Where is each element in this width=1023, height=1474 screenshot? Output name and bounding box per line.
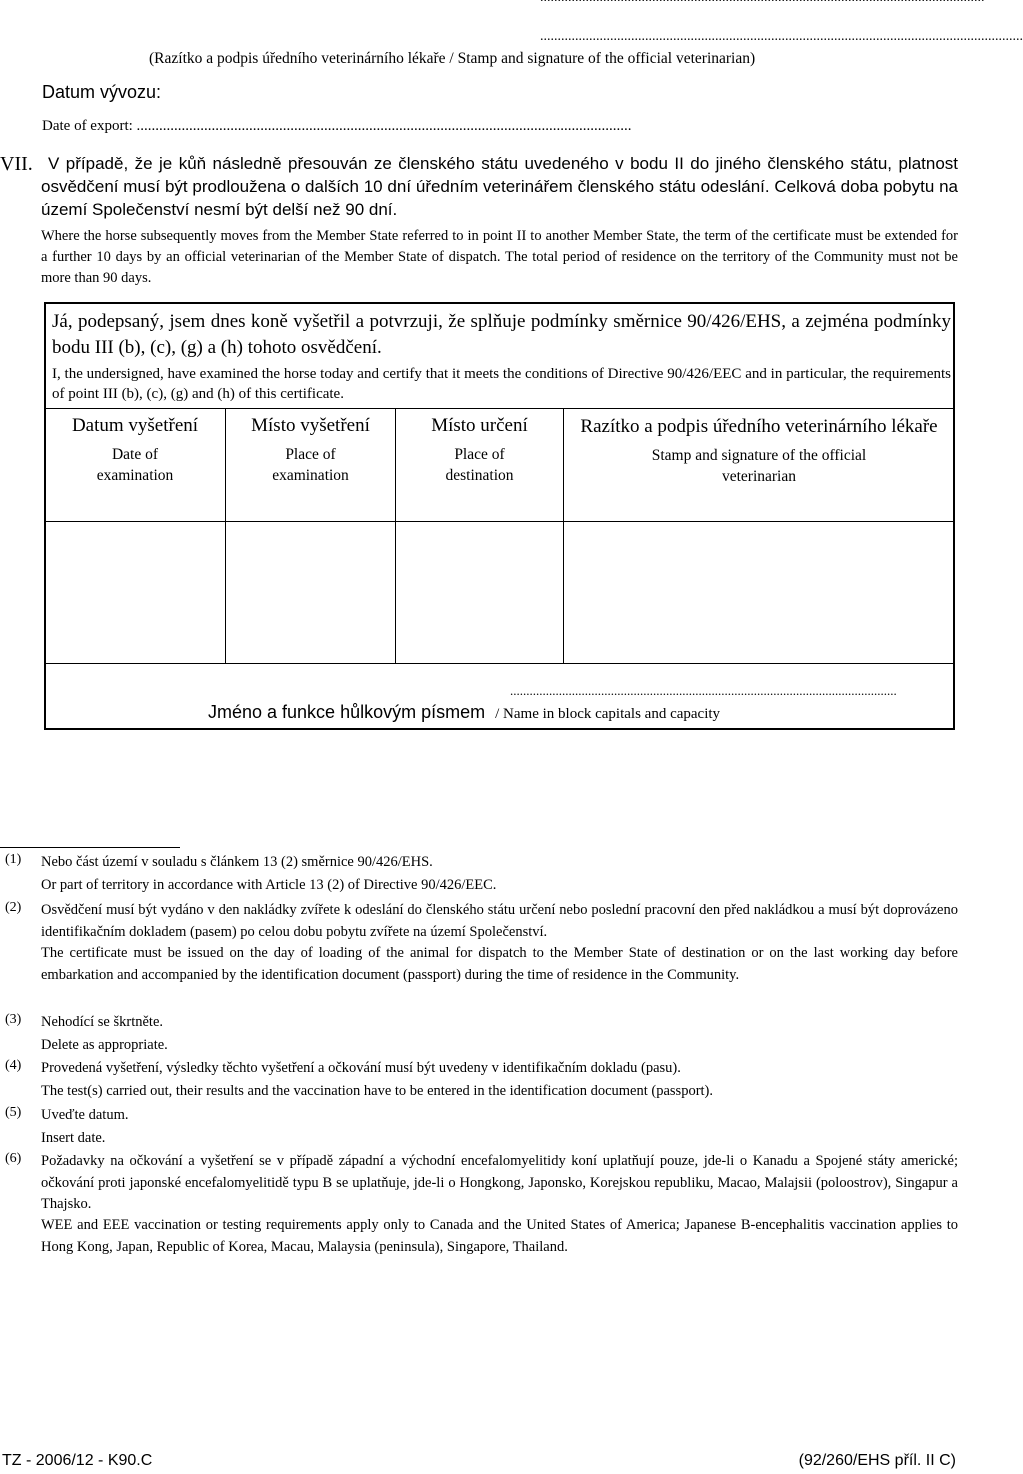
date-export-en: Date of export: .................................................................................................................................... bbox=[42, 118, 632, 134]
signature-dots: ....................................................................................................................... bbox=[510, 683, 897, 698]
column-en-label: Date of examination bbox=[96, 446, 174, 484]
footnote-4-cz: Provedená vyšetření, výsledky těchto vyšetření a očkování musí být uvedeny v identifikačním dokladu (pasu). bbox=[41, 1060, 681, 1076]
section-7-cz: V případě, že je kůň následně přesouván ze členského státu uvedeného v bodu II do jiného členského státu, platnost osvědčení musí být prodloužena o dalších 10 dní úředním veterinářem členského státu odeslání. Celková doba pobytu na území Společenství nesmí být delší než 90 dní. bbox=[41, 154, 958, 219]
footnote-number: (4) bbox=[5, 1058, 22, 1073]
column-place-of-destination bbox=[396, 414, 563, 486]
column-cz-label: Razítko a podpis úředního veterinárního lékaře bbox=[580, 416, 938, 437]
footnote-separator bbox=[0, 847, 180, 848]
name-en-label: / Name in block capitals and capacity bbox=[495, 706, 721, 722]
footnote-1-en: Or part of territory in accordance with Article 13 (2) of Directive 90/426/EEC. bbox=[41, 877, 497, 893]
section-7-en: Where the horse subsequently moves from the Member State referred to in point II to another Member State, the term of the certificate must be extended for a further 10 days by an official veterinarian of the Member State of dispatch. The total period of residence on the territory of the Community must not be more than 90 days. bbox=[41, 228, 958, 286]
footnote-3-en: Delete as appropriate. bbox=[41, 1037, 168, 1053]
table-header-line bbox=[45, 521, 954, 522]
footnote-2-cz: Osvědčení musí být vydáno v den nakládky zvířete k odeslání do členského státu určení nebo poslední pracovní den před nakládkou a musí být doprovázeno identifikačním dokladem (pasem) po celou dobu pobytu zvířete na území Společenství. bbox=[41, 902, 958, 940]
footer-right: (92/260/EHS příl. II C) bbox=[798, 1452, 956, 1469]
footnote-6-cz: Požadavky na očkování a vyšetření se v případě západní a východní encefalomyelitidy koní uplatňují pouze, jde-li o Kanadu a Spojené státy americké; očkování proti japonské encefalomyelitidě typu B se uplatňuje, jde-li o Hongkong, Japonsko, Korejskou republiku, Macao, Malajsii (poloostrov), Singapur a Thajsko. bbox=[41, 1153, 958, 1212]
name-capacity-label bbox=[208, 702, 720, 723]
dots-line-2: .......................................................................................................................................... bbox=[540, 29, 1023, 44]
footnote-1-cz: Nebo část území v souladu s článkem 13 (2) směrnice 90/426/EHS. bbox=[41, 854, 433, 870]
column-cz-label: Místo vyšetření bbox=[251, 415, 370, 436]
name-cz-label: Jméno a funkce hůlkovým písmem bbox=[208, 702, 486, 722]
footnote-5-en: Insert date. bbox=[41, 1130, 106, 1146]
footnote-number: (1) bbox=[5, 852, 22, 867]
statement-cz: Já, podepsaný, jsem dnes koně vyšetřil a potvrzuji, že splňuje podmínky směrnice 90/426/EHS, a zejména podmínky bodu III (b), (c), (g) a (h) tohoto osvědčení. bbox=[52, 311, 951, 358]
footnote-5-cz: Uveďte datum. bbox=[41, 1107, 129, 1123]
table-bottom-line bbox=[45, 663, 954, 664]
column-en-label: Stamp and signature of the official veterinarian bbox=[651, 447, 867, 485]
stamp-caption: (Razítko a podpis úředního veterinárního lékaře / Stamp and signature of the official veterinarian) bbox=[149, 50, 756, 67]
footnote-4-en: The test(s) carried out, their results and the vaccination have to be entered in the identification document (passport). bbox=[41, 1083, 713, 1099]
column-place-of-examination bbox=[226, 414, 395, 486]
footnote-6-en: WEE and EEE vaccination or testing requirements apply only to Canada and the United States of America; Japanese B-encephalitis vaccination applies to Hong Kong, Japan, Republic of Korea, Macau, Malaysia (peninsula), Singapore, Thailand. bbox=[41, 1217, 958, 1255]
footnote-3-cz: Nehodící se škrtněte. bbox=[41, 1014, 164, 1030]
footnote-2-en: The certificate must be issued on the day of loading of the animal for dispatch to the Member State of destination or on the last working day before embarkation and accompanied by the identification document (passport) during the time of residence in the Community. bbox=[41, 945, 958, 983]
column-date-of-examination bbox=[45, 414, 225, 486]
column-cz-label: Místo určení bbox=[431, 415, 528, 436]
footer-left: TZ - 2006/12 - K90.C bbox=[2, 1452, 153, 1469]
date-export-cz: Datum vývozu: bbox=[42, 82, 162, 102]
dots-line-1 bbox=[540, 0, 985, 6]
statement-en: I, the undersigned, have examined the horse today and certify that it meets the conditions of Directive 90/426/EEC and in particular, the requirements of point III (b), (c), (g) and (h) of this certificate. bbox=[52, 366, 951, 402]
footnote-number: (3) bbox=[5, 1012, 22, 1027]
column-en-label: Place of destination bbox=[445, 446, 514, 484]
column-cz-label: Datum vyšetření bbox=[71, 415, 199, 436]
column-en-label: Place of examination bbox=[272, 446, 349, 484]
footnote-number: (6) bbox=[5, 1151, 22, 1166]
footnote-number: (2) bbox=[5, 900, 22, 915]
table-top-line bbox=[45, 408, 954, 409]
footnote-number: (5) bbox=[5, 1105, 22, 1120]
section-number: VII. bbox=[0, 153, 33, 175]
column-stamp-signature bbox=[564, 414, 954, 487]
